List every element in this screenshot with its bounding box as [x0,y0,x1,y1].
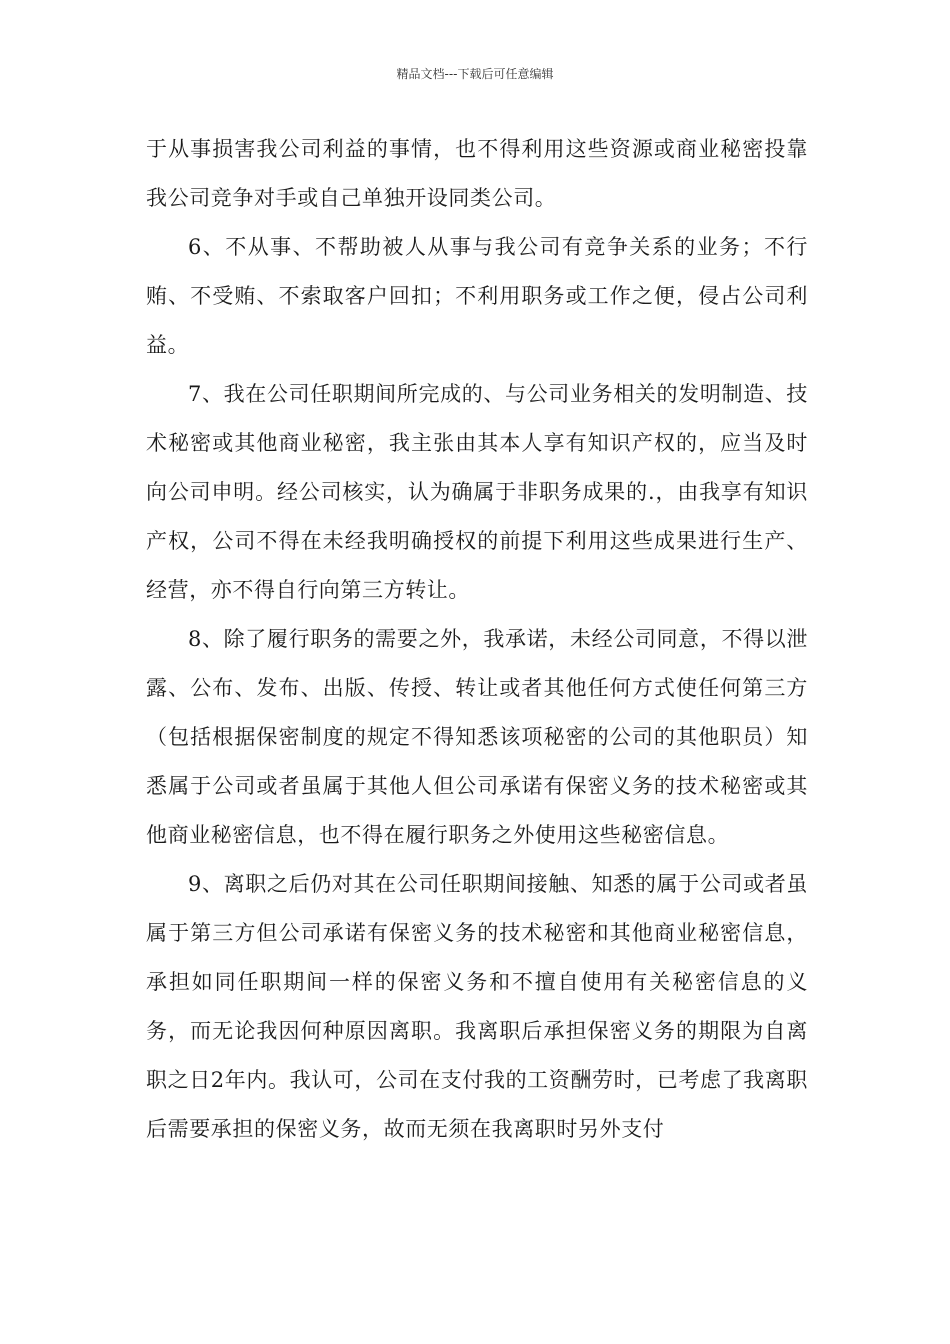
paragraph-continuation: 于从事损害我公司利益的事情，也不得利用这些资源或商业秘密投靠我公司竞争对手或自己单独开设同类公司。 [146,137,808,210]
paragraph-clause-6: 6、不从事、不帮助被人从事与我公司有竞争关系的业务；不行贿、不受贿、不索取客户回扣；不利用职务或工作之便，侵占公司利益。 [146,235,808,357]
paragraph-clause-8: 8、除了履行职务的需要之外，我承诺，未经公司同意，不得以泄露、公布、发布、出版、传授、转让或者其他任何方式使任何第三方（包括根据保密制度的规定不得知悉该项秘密的公司的其他职员）知悉属于公司或者虽属于其他人但公司承诺有保密义务的技术秘密或其他商业秘密信息，也不得在履行职务之外使用这些秘密信息。 [146,627,808,847]
paragraph-clause-7: 7、我在公司任职期间所完成的、与公司业务相关的发明制造、技术秘密或其他商业秘密，我主张由其本人享有知识产权的，应当及时向公司申明。经公司核实，认为确属于非职务成果的.，由我享有知识产权，公司不得在未经我明确授权的前提下利用这些成果进行生产、经营，亦不得自行向第三方转让。 [146,382,808,602]
page-header: 精品文档---下载后可任意编辑 [396,67,554,81]
document-body [146,125,808,1154]
paragraph-clause-9: 9、离职之后仍对其在公司任职期间接触、知悉的属于公司或者虽属于第三方但公司承诺有保密义务的技术秘密和其他商业秘密信息，承担如同任职期间一样的保密义务和不擅自使用有关秘密信息的义务，而无论我因何种原因离职。我离职后承担保密义务的期限为自离职之日2年内。我认可，公司在支付我的工资酬劳时，已考虑了我离职后需要承担的保密义务，故而无须在我离职时另外支付 [146,872,808,1141]
